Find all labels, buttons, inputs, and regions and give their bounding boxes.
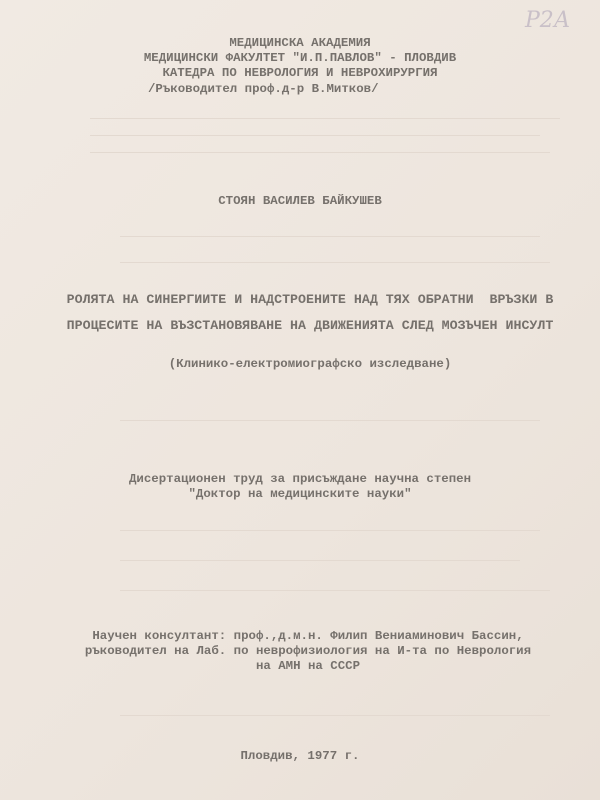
department-head: /Ръководител проф.д-р В.Митков/ — [148, 82, 379, 96]
title-line-2: ПРОЦЕСИТЕ НА ВЪЗСТАНОВЯВАНЕ НА ДВИЖЕНИЯТА СЛЕД МОЗЪЧЕН ИНСУЛТ — [66, 318, 554, 333]
title-line-1: РОЛЯТА НА СИНЕРГИИТЕ И НАДСТРОЕНИТЕ НАД ТЯХ ОБРАТНИ ВРЪЗКИ В — [66, 292, 554, 307]
bleed-through-line — [90, 152, 550, 153]
bleed-through-line — [120, 560, 520, 561]
academy-name: МЕДИЦИНСКА АКАДЕМИЯ — [229, 36, 371, 50]
bleed-through-line — [120, 262, 550, 263]
faculty-name: МЕДИЦИНСКИ ФАКУЛТЕТ "И.П.ПАВЛОВ" - ПЛОВДИВ — [143, 51, 457, 65]
author-name: СТОЯН ВАСИЛЕВ БАЙКУШЕВ — [218, 194, 382, 208]
consultant-line-3: на АМН на СССР — [255, 659, 361, 673]
bleed-through-line — [120, 590, 550, 591]
dissertation-line-1: Дисертационен труд за присъждане научна степен — [128, 472, 472, 486]
consultant-line-1: Научен консултант: проф.,д.м.н. Филип Вениаминович Бассин, — [92, 629, 524, 643]
subtitle: (Клинико-електромиографско изследване) — [168, 357, 452, 371]
bleed-through-line — [90, 135, 540, 136]
consultant-line-2: ръководител на Лаб. по неврофизиология на И-та по Неврология — [84, 644, 532, 658]
handwritten-mark: Р2А — [525, 8, 571, 33]
bleed-through-line — [90, 118, 560, 119]
department-name: КАТЕДРА ПО НЕВРОЛОГИЯ И НЕВРОХИРУРГИЯ — [162, 66, 438, 80]
bleed-through-line — [120, 530, 540, 531]
place-and-year: Пловдив, 1977 г. — [240, 749, 360, 763]
bleed-through-line — [120, 236, 540, 237]
bleed-through-line — [120, 715, 550, 716]
dissertation-line-2: "Доктор на медицинските науки" — [188, 487, 412, 501]
bleed-through-line — [120, 420, 540, 421]
